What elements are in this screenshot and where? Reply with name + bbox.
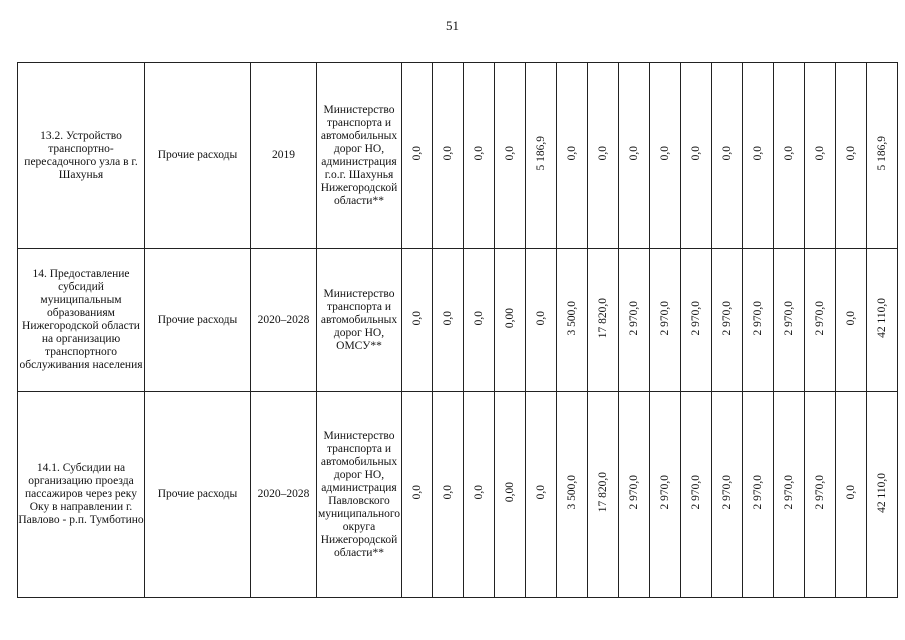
value-cell: 0,00 <box>495 249 526 392</box>
value-cell: 5 186,9 <box>526 63 557 249</box>
value-cell: 2 970,0 <box>805 249 836 392</box>
value-cell: 0,0 <box>526 392 557 598</box>
value-cell-total: 42 110,0 <box>867 392 898 598</box>
value-cell: 0,0 <box>433 392 464 598</box>
value-cell: 17 820,0 <box>588 249 619 392</box>
table-row <box>18 392 898 598</box>
value-cell: 0,0 <box>743 63 774 249</box>
value-cell: 0,0 <box>402 392 433 598</box>
measure-name: 14.1. Субсидии на организацию проезда пассажиров через реку Оку в направлении г. Павлово - р.п. Тумботино <box>18 392 145 598</box>
value-cell: 2 970,0 <box>774 392 805 598</box>
value-cell: 0,0 <box>805 63 836 249</box>
page-number: 51 <box>446 18 459 33</box>
value-cell: 0,0 <box>836 392 867 598</box>
value-cell: 0,0 <box>588 63 619 249</box>
value-cell: 3 500,0 <box>557 392 588 598</box>
value-cell: 2 970,0 <box>650 392 681 598</box>
measure-name: 13.2. Устройство транспортно-пересадочного узла в г. Шахунья <box>18 63 145 249</box>
program-table <box>17 62 898 598</box>
executor: Министерство транспорта и автомобильных дорог НО, администрация Павловского муниципального округа Нижегородской области** <box>317 392 402 598</box>
value-cell: 0,0 <box>433 63 464 249</box>
value-cell-total: 42 110,0 <box>867 249 898 392</box>
value-cell: 17 820,0 <box>588 392 619 598</box>
value-cell: 2 970,0 <box>712 392 743 598</box>
value-cell: 0,0 <box>402 249 433 392</box>
value-cell: 0,0 <box>836 249 867 392</box>
value-cell: 2 970,0 <box>805 392 836 598</box>
value-cell: 0,0 <box>526 249 557 392</box>
table-row <box>18 63 898 249</box>
value-cell: 2 970,0 <box>619 392 650 598</box>
value-cell: 0,0 <box>495 63 526 249</box>
period: 2020–2028 <box>251 392 317 598</box>
measure-name: 14. Предоставление субсидий муниципальным образованиям Нижегородской области на организацию транспортного обслуживания населения <box>18 249 145 392</box>
value-cell: 2 970,0 <box>712 249 743 392</box>
value-cell: 3 500,0 <box>557 249 588 392</box>
expense-type: Прочие расходы <box>145 63 251 249</box>
value-cell: 0,0 <box>650 63 681 249</box>
value-cell: 2 970,0 <box>619 249 650 392</box>
value-cell: 0,0 <box>712 63 743 249</box>
value-cell: 2 970,0 <box>681 249 712 392</box>
table-row <box>18 249 898 392</box>
value-cell: 2 970,0 <box>774 249 805 392</box>
value-cell-total: 5 186,9 <box>867 63 898 249</box>
value-cell: 0,0 <box>464 392 495 598</box>
value-cell: 0,0 <box>681 63 712 249</box>
value-cell: 0,0 <box>619 63 650 249</box>
expense-type: Прочие расходы <box>145 392 251 598</box>
value-cell: 0,0 <box>557 63 588 249</box>
executor: Министерство транспорта и автомобильных дорог НО, ОМСУ** <box>317 249 402 392</box>
value-cell: 2 970,0 <box>743 392 774 598</box>
executor: Министерство транспорта и автомобильных дорог НО, администрация г.о.г. Шахунья Нижегородской области** <box>317 63 402 249</box>
value-cell: 2 970,0 <box>681 392 712 598</box>
value-cell: 0,00 <box>495 392 526 598</box>
expense-type: Прочие расходы <box>145 249 251 392</box>
period: 2019 <box>251 63 317 249</box>
value-cell: 0,0 <box>464 249 495 392</box>
value-cell: 0,0 <box>402 63 433 249</box>
value-cell: 0,0 <box>836 63 867 249</box>
value-cell: 2 970,0 <box>650 249 681 392</box>
value-cell: 0,0 <box>464 63 495 249</box>
period: 2020–2028 <box>251 249 317 392</box>
value-cell: 0,0 <box>774 63 805 249</box>
value-cell: 2 970,0 <box>743 249 774 392</box>
value-cell: 0,0 <box>433 249 464 392</box>
